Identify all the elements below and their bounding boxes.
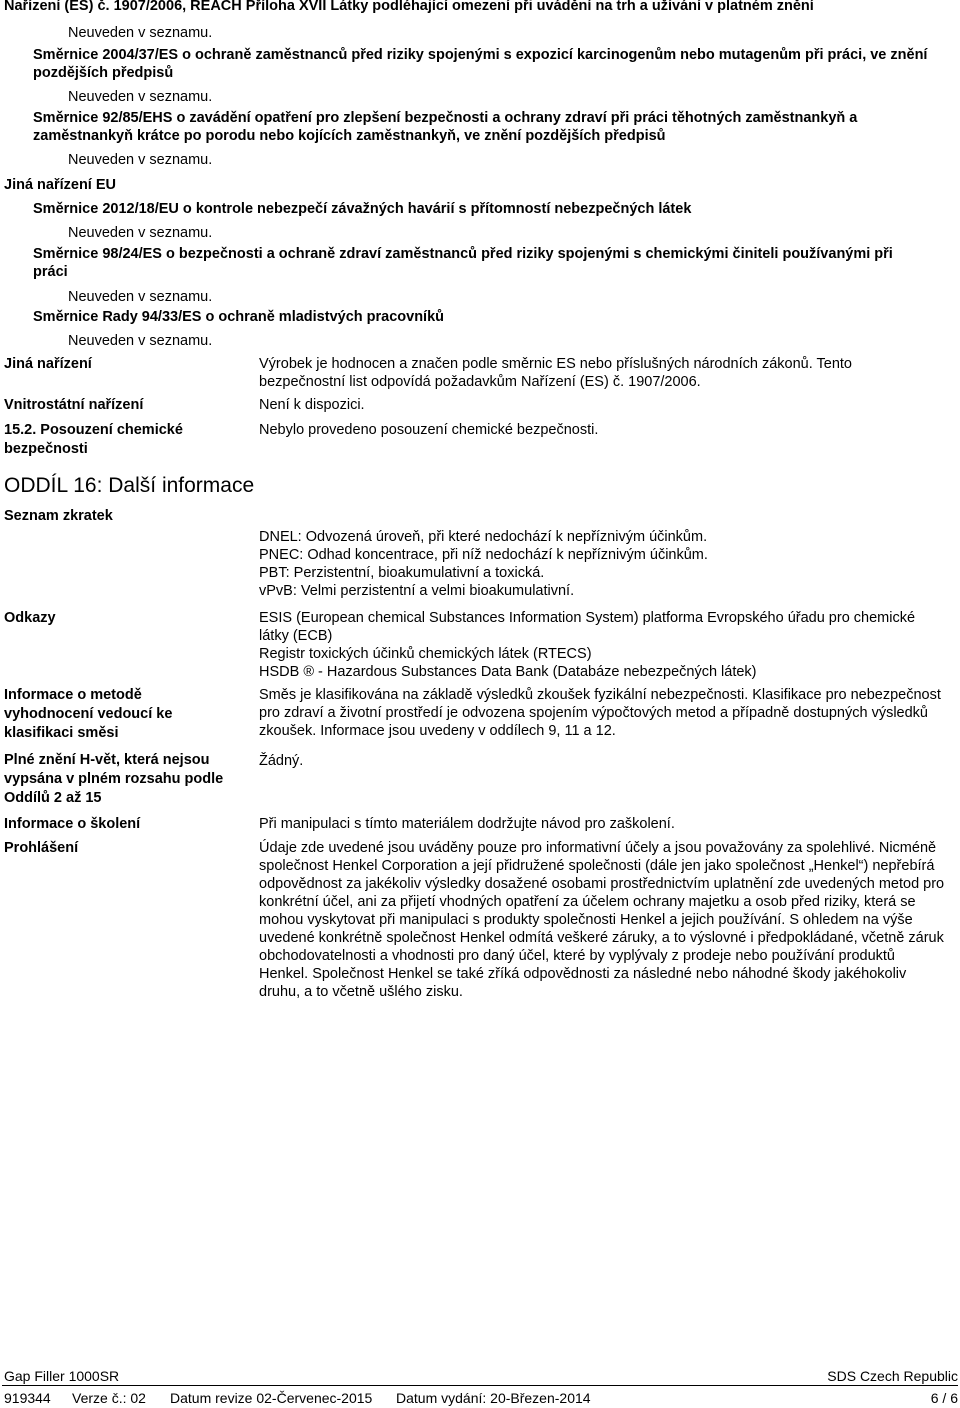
footer-divider	[2, 1385, 958, 1386]
footer-product-name: Gap Filler 1000SR	[4, 1368, 120, 1384]
other-regulations-label: Jiná nařízení	[4, 356, 92, 372]
not-listed-text: Neuveden v seznamu.	[68, 25, 213, 41]
abbreviations-label: Seznam zkratek	[4, 508, 113, 524]
directive-98-24: Směrnice 98/24/ES o bezpečnosti a ochraně zdraví zaměstnanců před riziky spojenými s chemickými činiteli používanými při práci	[33, 246, 893, 280]
training-value: Při manipulaci s tímto materiálem dodržujte návod pro zaškolení.	[259, 816, 675, 832]
directive-94-33: Směrnice Rady 94/33/ES o ochraně mladistvých pracovníků	[33, 309, 445, 325]
footer-issue-date: Datum vydání: 20-Březen-2014	[396, 1390, 591, 1406]
not-listed-text: Neuveden v seznamu.	[68, 225, 213, 241]
chemical-safety-assessment-label: 15.2. Posouzení chemické bezpečnosti	[4, 422, 183, 457]
h-statements-full-value: Žádný.	[259, 753, 304, 769]
h-statements-full-label: Plné znění H-vět, která nejsou vypsána v plném rozsahu podle Oddílů 2 až 15	[4, 752, 224, 806]
not-listed-text: Neuveden v seznamu.	[68, 333, 213, 349]
footer-version: Verze č.: 02	[72, 1390, 146, 1406]
chemical-safety-assessment-value: Nebylo provedeno posouzení chemické bezpečnosti.	[259, 422, 599, 438]
other-regulations-value: Výrobek je hodnocen a značen podle směrnic ES nebo příslušných národních zákonů. Tento bezpečnostní list odpovídá požadavkům Nařízení (ES) č. 1907/2006.	[259, 356, 852, 390]
references-label: Odkazy	[4, 610, 56, 626]
footer-document-type: SDS Czech Republic	[827, 1368, 958, 1384]
disclaimer-label: Prohlášení	[4, 840, 79, 856]
reference-item: HSDB ® - Hazardous Substances Data Bank (Databáze nebezpečných látek)	[259, 664, 757, 680]
national-regulations-label: Vnitrostátní nařízení	[4, 397, 144, 413]
classification-method-label: Informace o metodě vyhodnocení vedoucí ke klasifikaci směsi	[4, 687, 173, 741]
reference-item: Registr toxických účinků chemických látek (RTECS)	[259, 646, 592, 662]
reference-item: ESIS (European chemical Substances Information System) platforma Evropského úřadu pro chemické látky (ECB)	[259, 610, 916, 644]
abbreviation-item: PNEC: Odhad koncentrace, při níž nedochází k nepříznivým účinkům.	[259, 547, 708, 563]
not-listed-text: Neuveden v seznamu.	[68, 152, 213, 168]
footer-page-number: 6 / 6	[930, 1390, 958, 1406]
references-list	[259, 609, 924, 681]
abbreviation-item: DNEL: Odvozená úroveň, při které nedochází k nepříznivým účinkům.	[259, 529, 708, 545]
directive-92-85: Směrnice 92/85/EHS o zavádění opatření pro zlepšení bezpečnosti a ochrany zdraví při práci těhotných zaměstnankyň a zaměstnankyň krátce po porodu nebo kojících zaměstnankyň, ve znění pozdějších předpisů	[33, 110, 858, 144]
disclaimer-value: Údaje zde uvedené jsou uváděny pouze pro informativní účely a jsou považovány za spolehlivé. Nicméně společnost Henkel Corporation a její přidružené společnosti (dále jen jako společnost „Henkel“) nepřebírá odpovědnost za jakékoliv výsledky dosažené osobami prostřednictvím uplatnění zde uvedených metod pro konkrétní účel, ani za přijetí vhodných opatření za účelem ochrany majetku a osob před riziky, která se mohou vyskytovat při manipulaci s produkty společnosti Henkel a jejich používání. S ohledem na výše uvedené konkrétně společnost Henkel odmítá veškeré záruky, a to výslovné i předpokládané, včetně záruk obchodovatelnosti a vhodnosti pro daný účel, které by vyplývaly z prodeje nebo používání produktů Henkel. Společnost Henkel se také zříká odpovědnosti za následné nebo náhodné škody jakéhokoliv druhu, a to včetně ušlého zisku.	[259, 840, 945, 1000]
section-16-heading: ODDÍL 16: Další informace	[4, 474, 255, 497]
footer-revision-date: Datum revize 02-Červenec-2015	[170, 1390, 373, 1406]
abbreviation-item: vPvB: Velmi perzistentní a velmi bioakumulativní.	[259, 583, 575, 599]
abbreviation-item: PBT: Perzistentní, bioakumulativní a toxická.	[259, 565, 545, 581]
abbreviations-list	[259, 528, 949, 600]
directive-2012-18: Směrnice 2012/18/EU o kontrole nebezpečí závažných havárií s přítomností nebezpečných látek	[33, 201, 692, 217]
not-listed-text: Neuveden v seznamu.	[68, 89, 213, 105]
national-regulations-value: Není k dispozici.	[259, 397, 365, 413]
directive-2004-37: Směrnice 2004/37/ES o ochraně zaměstnanců před riziky spojenými s expozicí karcinogenům nebo mutagenům při práci, ve znění pozdějších předpisů	[33, 47, 928, 81]
classification-method-value: Směs je klasifikována na základě výsledků zkoušek fyzikální nebezpečnosti. Klasifikace pro nebezpečnost pro zdraví a životní prostředí je odvozena spojením výpočtových metod a případně dostupných výsledků zkoušek. Informace jsou uvedeny v oddílech 9, 11 a 12.	[259, 687, 941, 739]
footer-product-code: 919344	[4, 1390, 51, 1406]
other-eu-regulations-label: Jiná nařízení EU	[4, 177, 117, 193]
training-label: Informace o školení	[4, 816, 141, 832]
not-listed-text: Neuveden v seznamu.	[68, 289, 213, 305]
regulation-reach-annex-xvii: Nařízení (ES) č. 1907/2006, REACH Příloha XVII Látky podléhající omezení při uvádění na trh a užívání v platném znění	[4, 0, 814, 14]
